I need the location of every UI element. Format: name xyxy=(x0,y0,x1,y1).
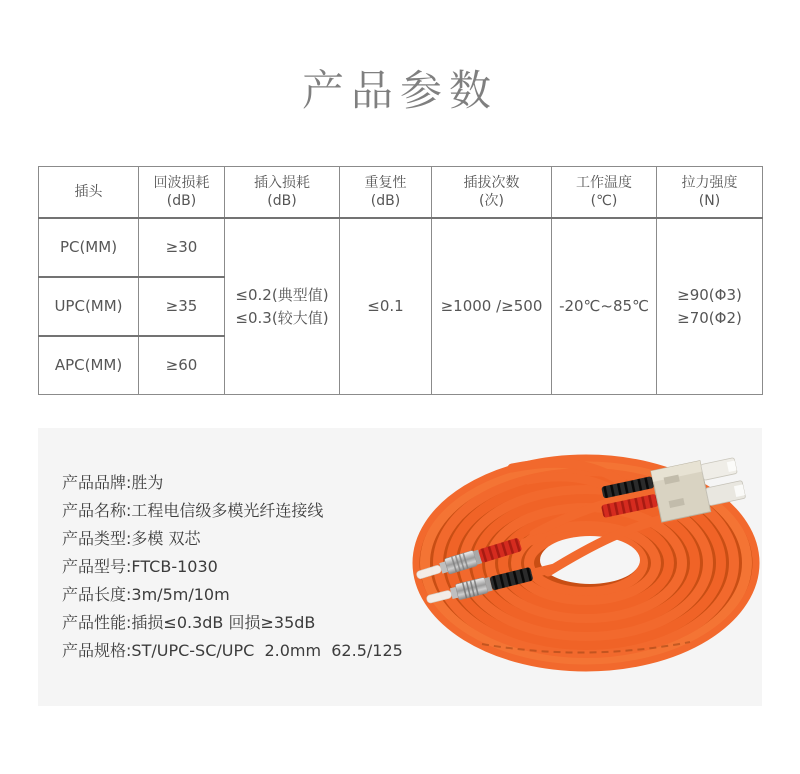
cell-return-loss-apc: ≥60 xyxy=(139,336,225,395)
info-line-model xyxy=(62,553,403,581)
col-header-plug: 插头 xyxy=(39,167,139,219)
cell-plug-upc: UPC(MM) xyxy=(39,277,139,336)
cell-repeatability: ≤0.1 xyxy=(340,218,432,395)
info-label: 产品类型: xyxy=(62,529,132,548)
info-label: 产品性能: xyxy=(62,613,132,632)
info-label: 产品品牌: xyxy=(62,473,132,492)
cable-print-marking xyxy=(482,642,690,653)
col-header-mating-cycles: 插拔次数 (次) xyxy=(432,167,552,219)
table-header-row xyxy=(39,167,763,219)
cell-tensile-strength: ≥90(Φ3) ≥70(Φ2) xyxy=(657,218,763,395)
col-header-tensile-strength: 拉力强度 (N) xyxy=(657,167,763,219)
info-line-brand xyxy=(62,469,403,497)
product-info-list xyxy=(62,469,403,665)
cell-plug-pc: PC(MM) xyxy=(39,218,139,277)
st-connector-lower xyxy=(425,560,559,608)
info-value: 3m/5m/10m xyxy=(131,585,230,604)
info-value: 胜为 xyxy=(131,473,164,492)
info-line-name xyxy=(62,497,403,525)
col-header-operating-temp: 工作温度 (℃) xyxy=(552,167,657,219)
info-label: 产品名称: xyxy=(62,501,132,520)
table-row-pc xyxy=(39,218,763,277)
info-value: FTCB-1030 xyxy=(131,557,218,576)
cell-mating-cycles: ≥1000 /≥500 xyxy=(432,218,552,395)
info-value: ST/UPC-SC/UPC 2.0mm 62.5/125 xyxy=(131,641,403,660)
cell-return-loss-pc: ≥30 xyxy=(139,218,225,277)
cell-insertion-loss: ≤0.2(典型值) ≤0.3(较大值) xyxy=(225,218,340,395)
col-header-return-loss: 回波损耗 (dB) xyxy=(139,167,225,219)
info-value: 多模 双芯 xyxy=(131,529,201,548)
info-value: 插损≤0.3dB 回损≥35dB xyxy=(131,613,316,632)
cell-return-loss-upc: ≥35 xyxy=(139,277,225,336)
spec-table xyxy=(38,166,763,395)
page-title: 产品参数 xyxy=(301,66,498,115)
cell-plug-apc: APC(MM) xyxy=(39,336,139,395)
info-line-type xyxy=(62,525,403,553)
col-header-insertion-loss: 插入损耗 (dB) xyxy=(225,167,340,219)
col-header-repeatability: 重复性 (dB) xyxy=(340,167,432,219)
info-label: 产品长度: xyxy=(62,585,132,604)
sc-connector xyxy=(596,453,747,534)
info-line-spec xyxy=(62,637,403,665)
product-info-panel xyxy=(38,428,762,706)
st-connector-upper xyxy=(415,529,548,583)
info-value: 工程电信级多模光纤连接线 xyxy=(131,501,324,520)
cell-operating-temp: -20℃~85℃ xyxy=(552,218,657,395)
info-label: 产品型号: xyxy=(62,557,132,576)
fiber-coil-graphic xyxy=(413,456,759,670)
info-line-performance xyxy=(62,609,403,637)
info-line-length xyxy=(62,581,403,609)
info-label: 产品规格: xyxy=(62,641,132,660)
